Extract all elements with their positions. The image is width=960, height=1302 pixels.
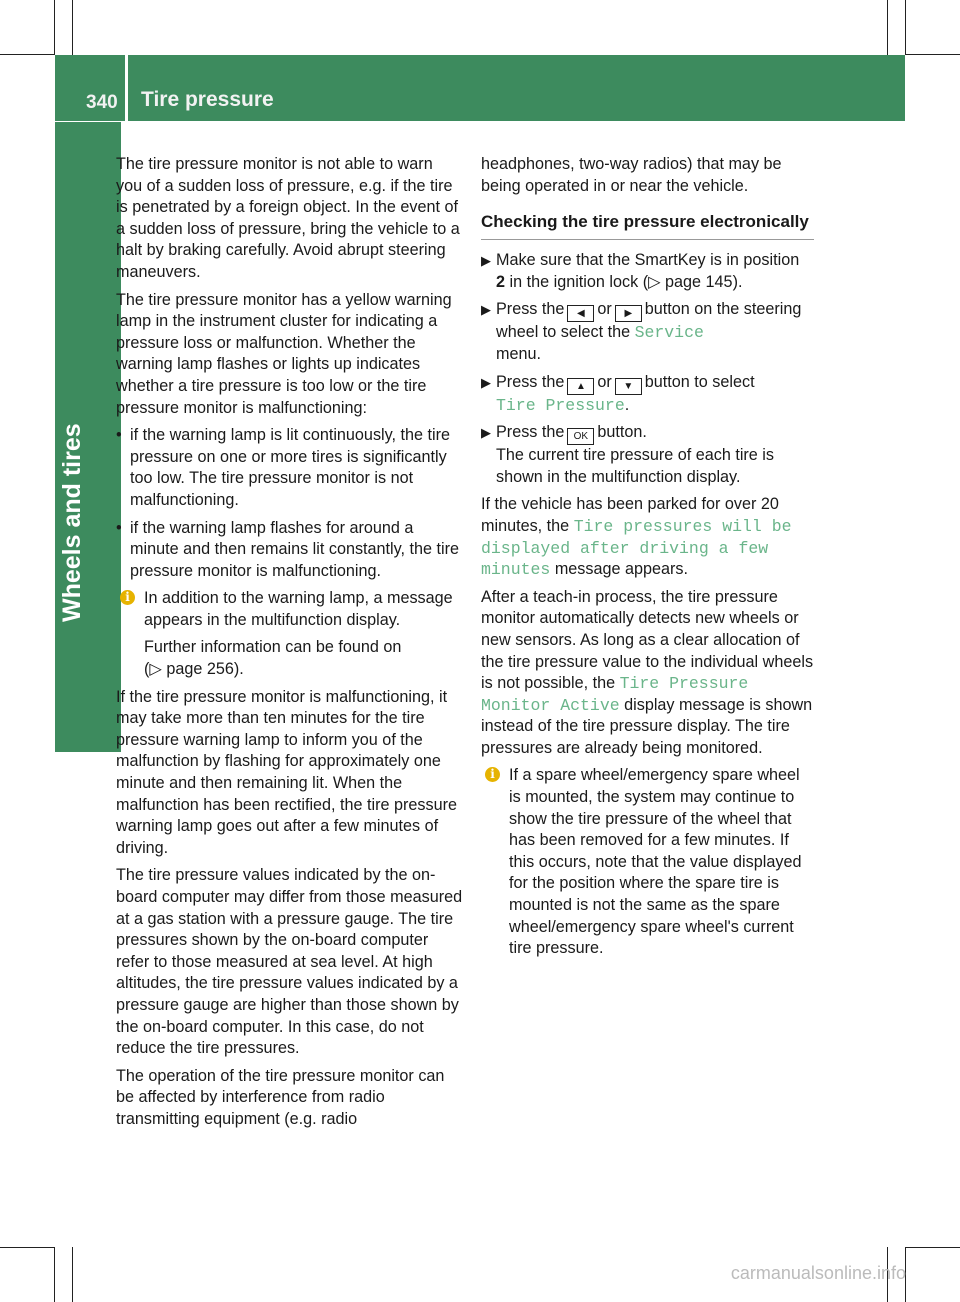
list-item — [116, 518, 463, 583]
up-button-icon: ▲ — [567, 378, 594, 395]
paragraph: The operation of the tire pressure monitor can be affected by interference from radio transmitting equipment (e.g. radio — [116, 1066, 445, 1128]
paragraph: headphones, two-way radios) that may be being operated in or near the vehicle. — [481, 155, 782, 195]
side-tab-label: Wheels and tires — [58, 423, 86, 622]
info-text: Further information can be found on (▷ page 256). — [144, 638, 402, 679]
crop-mark — [0, 1247, 55, 1248]
page-ref-icon: ▷ — [149, 660, 162, 679]
crop-mark — [72, 1247, 73, 1302]
arrow-right-icon: ▶ — [481, 425, 491, 441]
paragraph-text: message appears. — [554, 560, 688, 579]
menu-item-name: Tire Pressure — [496, 395, 625, 415]
page-ref-icon: ▷ — [648, 272, 661, 291]
list-item-text: if the warning lamp flashes for around a minute and then remains lit constantly, the tire pressure monitor is malfunctioning. — [130, 518, 460, 580]
step-text: Make sure that the SmartKey is in position — [496, 251, 800, 270]
watermark: carmanualsonline.info — [730, 1263, 906, 1283]
step-text: or — [597, 372, 612, 391]
list-item — [116, 425, 463, 511]
paragraph: The tire pressure monitor has a yellow warning lamp in the instrument cluster for indicating a pressure loss or malfunction. Whether the warning lamp flashes or lights up indicates whether a tire pressure is too low or the tire pressure monitor is malfunctioning: — [116, 290, 452, 417]
info-text-part: Further information can be found on — [144, 638, 402, 657]
arrow-right-icon: ▶ — [481, 253, 491, 269]
step-text: menu. — [496, 344, 541, 363]
crop-mark — [887, 0, 888, 55]
step-text: button on the steering wheel to select the — [496, 300, 802, 342]
instruction-step — [481, 299, 814, 365]
bullet-icon: • — [116, 518, 122, 537]
paragraph-text: display message is shown instead of the tire pressure display. The tire pressures are already being monitored. — [481, 695, 813, 757]
step-text: or — [597, 300, 612, 319]
crop-mark — [905, 1247, 960, 1248]
left-button-icon: ◀ — [567, 305, 594, 322]
instruction-step — [481, 372, 814, 417]
list-item-text: if the warning lamp is lit continuously, the tire pressure on one or more tires is significantly too low. The tire pressure monitor is not malfunctioning. — [130, 426, 451, 509]
page-reference[interactable]: page 256). — [166, 660, 244, 679]
page-reference[interactable]: page 145). — [665, 272, 743, 291]
position-number: 2 — [496, 272, 506, 291]
step-text: Press the — [496, 300, 565, 319]
step-text: Press the — [496, 423, 565, 442]
info-note — [481, 765, 814, 959]
instruction-step — [481, 250, 814, 293]
info-icon: i — [485, 767, 500, 782]
paragraph: If the tire pressure monitor is malfunctioning, it may take more than ten minutes for the tire pressure warning lamp to inform you of the malfunction by flashing for approximately one minute and then remaining lit. When the malfunction has been rectified, the tire pressure warning lamp goes out after a few minutes of driving. — [116, 687, 458, 857]
info-text: In addition to the warning lamp, a message appears in the multifunction display. — [144, 589, 453, 629]
crop-mark — [905, 0, 906, 55]
bullet-icon: • — [116, 426, 122, 445]
step-text: button. — [597, 423, 647, 442]
step-text: . — [624, 395, 630, 414]
info-icon: i — [120, 590, 135, 605]
arrow-right-icon: ▶ — [481, 302, 491, 318]
display-message: Tire pressures will be displayed after driving a few minutes — [481, 516, 792, 580]
crop-mark — [54, 0, 55, 55]
display-message: Tire Pressure Monitor Active — [481, 674, 749, 715]
header-divider — [125, 55, 128, 121]
step-text: The current tire pressure of each tire is shown in the multifunction display. — [496, 446, 775, 486]
crop-mark — [0, 54, 55, 55]
menu-name: Service — [634, 323, 704, 343]
down-button-icon: ▼ — [615, 378, 642, 395]
info-note — [116, 588, 463, 680]
subheading: Checking the tire pressure electronically — [481, 211, 814, 240]
paragraph — [481, 494, 814, 580]
crop-mark — [905, 54, 960, 55]
left-column — [116, 154, 463, 1137]
paragraph: The tire pressure monitor is not able to warn you of a sudden loss of pressure, e.g. if the tire is penetrated by a foreign object. In the event of a sudden loss of pressure, bring the vehicle to a halt by braking carefully. Avoid abrupt steering maneuvers. — [116, 155, 460, 281]
paragraph-text: If the vehicle has been parked for over 20 minutes, the — [481, 495, 779, 535]
step-text: button to select — [644, 372, 755, 391]
right-column — [481, 154, 814, 966]
ok-button-icon: OK — [567, 428, 594, 445]
arrow-right-icon: ▶ — [481, 374, 491, 390]
paragraph — [481, 587, 814, 760]
page-number: 340 — [86, 92, 118, 113]
section-title: Tire pressure — [141, 88, 274, 111]
paragraph-text: After a teach-in process, the tire pressure monitor automatically detects new wheels or new sensors. As long as a clear allocation of the tire pressure value to the individual wheels is not possible, the — [481, 587, 814, 693]
right-button-icon: ▶ — [615, 305, 642, 322]
crop-mark — [72, 0, 73, 55]
step-text: Press the — [496, 372, 565, 391]
step-text: in the ignition lock ( — [509, 272, 649, 291]
info-text: If a spare wheel/emergency spare wheel is mounted, the system may continue to show the tire pressure of the wheel that has been removed for a few minutes. If this occurs, note that the value displayed for the position where the spare tire is mounted is not the same as the spare wheel/emergency spare wheel's current tire pressure. — [509, 766, 802, 958]
crop-mark — [54, 1247, 55, 1302]
paragraph: The tire pressure values indicated by the on-board computer may differ from those measured at a gas station with a pressure gauge. The tire pressures shown by the on-board computer refer to those measured at sea level. At high altitudes, the tire pressure values indicated by a pressure gauge are higher than those shown by the on-board computer. In this case, do not reduce the tire pressures. — [116, 866, 463, 1058]
instruction-step — [481, 422, 814, 488]
